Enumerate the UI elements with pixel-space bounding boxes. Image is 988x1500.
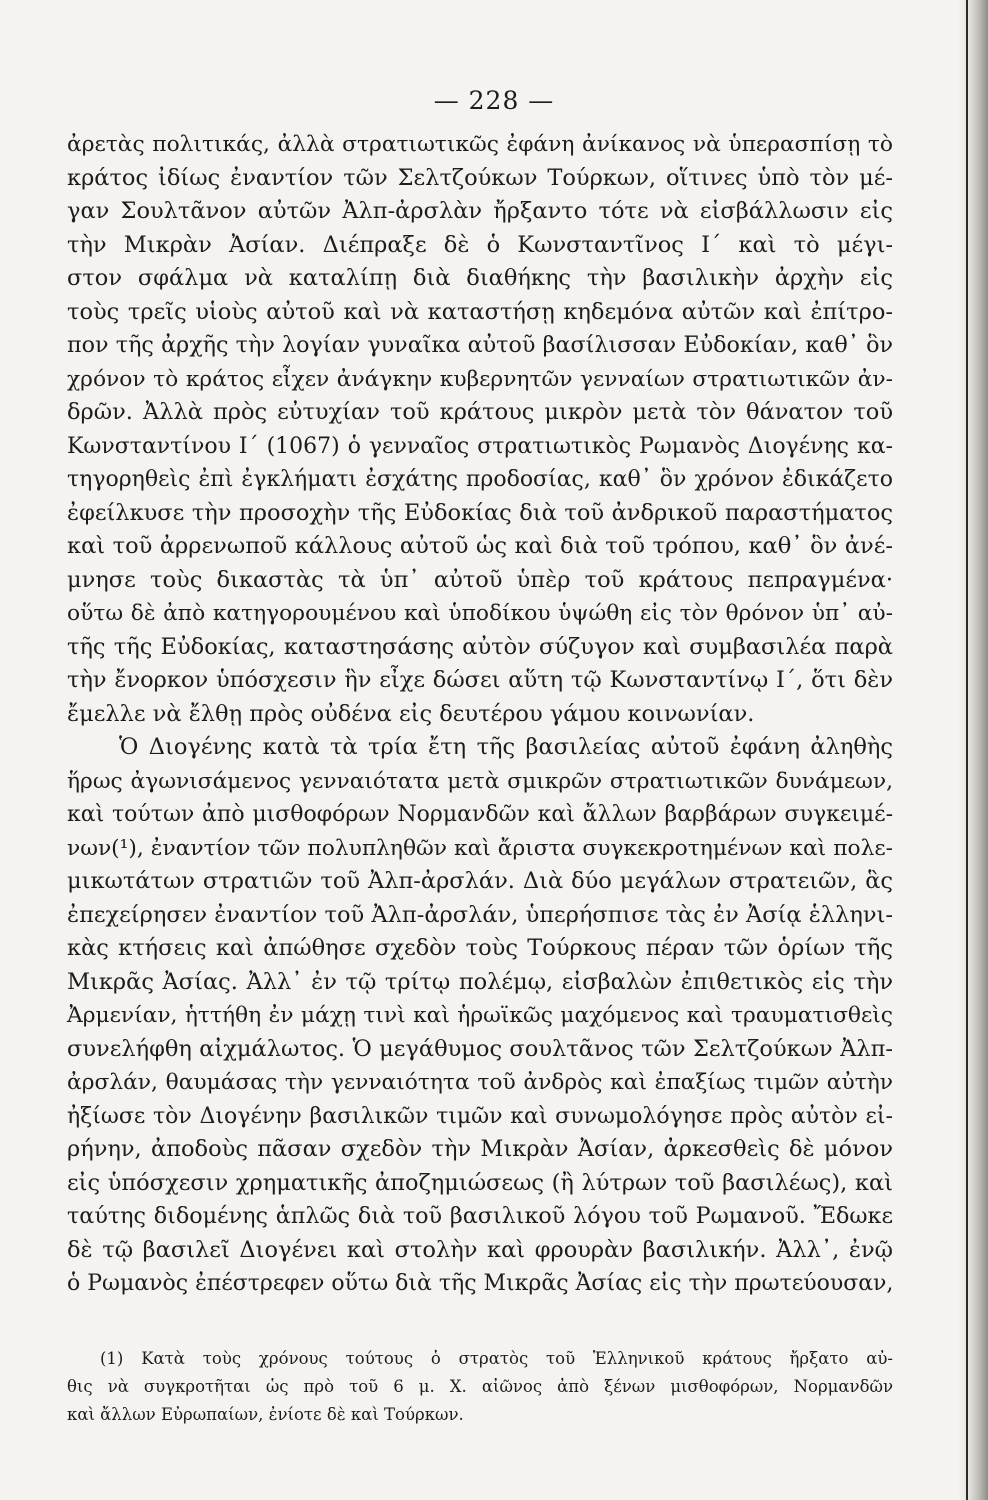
text-line: οὕτω δὲ ἀπὸ κατηγορουμένου καὶ ὑποδίκου ὑψώθη εἰς τὸν θρόνον ὑπ᾽ αὐ- — [67, 601, 893, 626]
text-line: τὴν Μικρὰν Ἀσίαν. Διέπραξε δὲ ὁ Κωνσταντῖνος Ι΄ καὶ τὸ μέγι- — [67, 231, 893, 258]
text-line: ὁ Ρωμανὸς ἐπέστρεφεν οὕτω διὰ τῆς Μικρᾶς Ἀσίας εἰς τὴν πρωτεύουσαν, — [67, 1271, 894, 1296]
footnotes — [67, 1345, 893, 1429]
page-edge-line — [966, 0, 968, 1500]
footnote-line: (1) Κατὰ τοὺς χρόνους τούτους ὁ στρατὸς τοῦ Ἑλληνικοῦ κράτους ἤρξατο αὐ- — [100, 1349, 893, 1368]
text-line: συνελήφθη αἰχμάλωτος. Ὁ μεγάθυμος σουλτᾶνος τῶν Σελτζούκων Ἀλπ- — [67, 1035, 893, 1062]
paragraph-end-line: ἔμελλε νὰ ἔλθῃ πρὸς οὐδένα εἰς δευτέρου γάμου κοινωνίαν. — [67, 700, 755, 727]
footnote-reference-line: νων(¹), ἐναντίον τῶν πολυπληθῶν καὶ ἄριστα συγκεκροτημένων καὶ πολε- — [67, 835, 893, 861]
text-line: ταύτης διδομένης ἁπλῶς διὰ τοῦ βασιλικοῦ λόγου τοῦ Ρωμανοῦ. Ἔδωκε — [67, 1203, 893, 1229]
text-line: τοὺς τρεῖς υἱοὺς αὐτοῦ καὶ νὰ καταστήσῃ κηδεμόνα αὐτῶν καὶ ἐπίτρο- — [67, 298, 893, 325]
text-line: ρήνην, ἀποδοὺς πᾶσαν σχεδὸν τὴν Μικρὰν Ἀσίαν, ἀρκεσθεὶς δὲ μόνον — [67, 1136, 893, 1162]
text-line: Ἀρμενίαν, ἡττήθη ἐν μάχῃ τινὶ καὶ ἡρωϊκῶς μαχόμενος καὶ τραυματισθεὶς — [67, 1003, 893, 1028]
text-line: καὶ τούτων ἀπὸ μισθοφόρων Νορμανδῶν καὶ ἄλλων βαρβάρων συγκειμέ- — [67, 802, 893, 827]
text-line: ἥρως ἀγωνισάμενος γενναιότατα μετὰ σμικρῶν στρατιωτικῶν δυνάμεων, — [67, 768, 893, 794]
footnote-line: θις νὰ συγκροτῆται ὡς πρὸ τοῦ 6 μ. Χ. αἰῶνος ἀπὸ ξένων μισθοφόρων, Νορμανδῶν — [67, 1377, 893, 1396]
text-line: δρῶν. Ἀλλὰ πρὸς εὐτυχίαν τοῦ κράτους μικρὸν μετὰ τὸν θάνατον τοῦ — [67, 399, 893, 425]
text-line: ἐπεχείρησεν ἐναντίον τοῦ Ἀλπ-ἀρσλάν, ὑπερήσπισε τὰς ἐν Ἀσίᾳ ἑλληνι- — [67, 901, 893, 928]
text-line: μνησε τοὺς δικαστὰς τὰ ὑπ᾽ αὐτοῦ ὑπὲρ τοῦ κράτους πεπραγμένα· — [67, 566, 893, 593]
text-line: τῆς τῆς Εὐδοκίας, καταστησάσης αὐτὸν σύζυγον καὶ συμβασιλέα παρὰ — [67, 633, 893, 660]
page-number: — 228 — — [433, 86, 555, 115]
text-line: χρόνον τὸ κράτος εἶχεν ἀνάγκην κυβερνητῶν γενναίων στρατιωτικῶν ἀν- — [67, 366, 893, 392]
text-line: κὰς κτήσεις καὶ ἀπώθησε σχεδὸν τοὺς Τούρκους πέραν τῶν ὁρίων τῆς — [67, 935, 893, 961]
body-text — [67, 128, 893, 1301]
text-line: ἠξίωσε τὸν Διογένην βασιλικῶν τιμῶν καὶ συνωμολόγησε πρὸς αὐτὸν εἰ- — [67, 1103, 893, 1129]
text-line: Μικρᾶς Ἀσίας. Ἀλλ᾽ ἐν τῷ τρίτῳ πολέμῳ, εἰσβαλὼν ἐπιθετικὸς εἰς τὴν — [67, 968, 893, 995]
text-line: εἰς ὑπόσχεσιν χρηματικῆς ἀποζημιώσεως (ἢ λύτρων τοῦ βασιλέως), καὶ — [67, 1169, 893, 1196]
text-line: γαν Σουλτᾶνον αὐτῶν Ἀλπ-ἀρσλὰν ἤρξαντο τότε νὰ εἰσβάλλωσιν εἰς — [67, 198, 893, 224]
text-line: καὶ τοῦ ἀρρενωποῦ κάλλους αὐτοῦ ὡς καὶ διὰ τοῦ τρόπου, καθ᾽ ὃν ἀνέ- — [67, 533, 893, 559]
paragraph-start-line: Ὁ Διογένης κατὰ τὰ τρία ἔτη τῆς βασιλείας αὐτοῦ ἐφάνη ἀληθὴς — [119, 734, 893, 760]
text-line: Κωνσταντίνου Ι΄ (1067) ὁ γενναῖος στρατιωτικὸς Ρωμανὸς Διογένης κα- — [67, 433, 893, 459]
text-line: ἀρετὰς πολιτικάς, ἀλλὰ στρατιωτικῶς ἐφάνη ἀνίκανος νὰ ὑπερασπίσῃ τὸ — [67, 132, 893, 157]
text-line: κράτος ἰδίως ἐναντίον τῶν Σελτζούκων Τούρκων, οἵτινες ὑπὸ τὸν μέ- — [67, 164, 893, 191]
text-line: ἐφείλκυσε τὴν προσοχὴν τῆς Εὐδοκίας διὰ τοῦ ἀνδρικοῦ παραστήματος — [67, 499, 893, 526]
text-line: στον σφάλμα νὰ καταλίπῃ διὰ διαθήκης τὴν βασιλικὴν ἀρχὴν εἰς — [67, 265, 893, 291]
text-line: τὴν ἔνορκον ὑπόσχεσιν ἣν εἶχε δώσει αὕτη τῷ Κωνσταντίνῳ Ι΄, ὅτι δὲν — [67, 667, 893, 693]
text-line: δὲ τῷ βασιλεῖ Διογένει καὶ στολὴν καὶ φρουρὰν βασιλικήν. Ἀλλ᾽, ἐνῷ — [67, 1236, 893, 1263]
text-line: ἀρσλάν, θαυμάσας τὴν γενναιότητα τοῦ ἀνδρὸς καὶ ἐπαξίως τιμῶν αὐτὴν — [67, 1070, 893, 1095]
footnote-line: καὶ ἄλλων Εὐρωπαίων, ἐνίοτε δὲ καὶ Τούρκων. — [67, 1405, 464, 1424]
page-edge-shadow — [958, 0, 988, 1500]
text-line: τηγορηθεὶς ἐπὶ ἐγκλήματι ἐσχάτης προδοσίας, καθ᾽ ὃν χρόνον ἐδικάζετο — [67, 467, 893, 492]
text-line: μικωτάτων στρατιῶν τοῦ Ἀλπ-ἀρσλάν. Διὰ δύο μεγάλων στρατειῶν, ἃς — [67, 868, 893, 894]
text-line: πον τῆς ἀρχῆς τὴν λογίαν γυναῖκα αὐτοῦ βασίλισσαν Εὐδοκίαν, καθ᾽ ὃν — [67, 332, 893, 358]
